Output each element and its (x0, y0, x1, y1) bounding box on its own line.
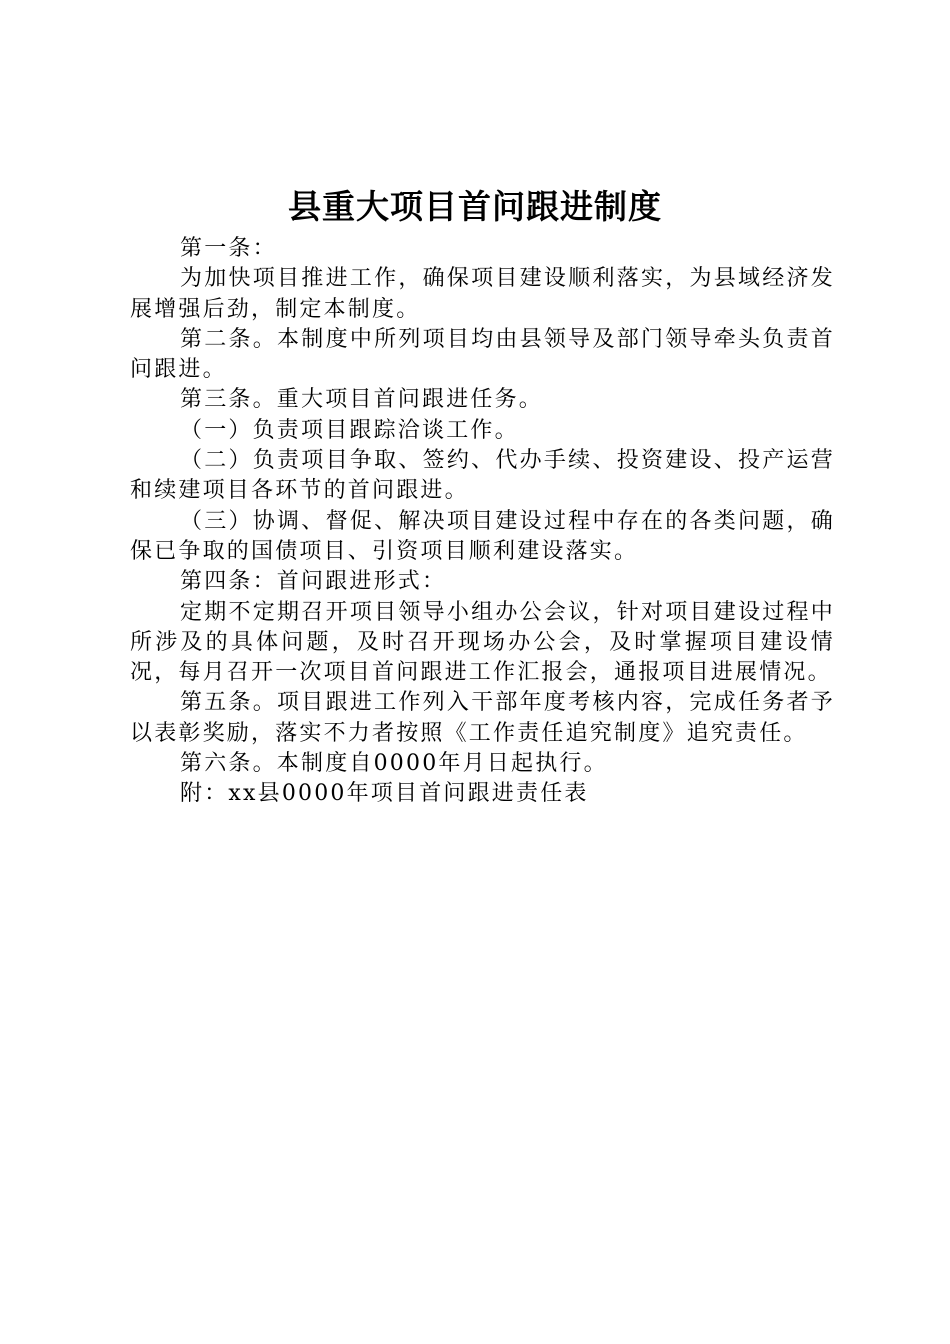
paragraph-article-4-body: 定期不定期召开项目领导小组办公会议，针对项目建设过程中所涉及的具体问题，及时召开现场办公会，及时掌握项目建设情况，每月召开一次项目首问跟进工作汇报会，通报项目进展情况。 (130, 599, 835, 686)
paragraph-attachment: 附：xx县0000年项目首问跟进责任表 (180, 781, 589, 807)
paragraph-article-3-item-2: （二）负责项目争取、签约、代办手续、投资建设、投产运营和续建项目各环节的首问跟进。 (130, 448, 835, 504)
paragraph-article-3-item-3: （三）协调、督促、解决项目建设过程中存在的各类问题，确保已争取的国债项目、引资项目顺利建设落实。 (130, 508, 835, 564)
paragraph-article-1-heading: 第一条： (180, 236, 277, 261)
document-title: 县重大项目首问跟进制度 (288, 187, 662, 226)
paragraph-article-3-heading: 第三条。重大项目首问跟进任务。 (180, 387, 544, 413)
paragraph-article-4-heading: 第四条：首问跟进形式： (180, 569, 447, 595)
document-body (130, 234, 835, 810)
paragraph-article-1-body: 为加快项目推进工作，确保项目建设顺利落实，为县域经济发展增强后劲，制定本制度。 (130, 266, 835, 322)
paragraph-article-3-item-1: （一）负责项目跟踪洽谈工作。 (180, 417, 519, 443)
paragraph-article-2: 第二条。本制度中所列项目均由县领导及部门领导牵头负责首问跟进。 (130, 326, 835, 383)
paragraph-article-6: 第六条。本制度自0000年月日起执行。 (180, 751, 608, 777)
paragraph-article-5: 第五条。项目跟进工作列入干部年度考核内容，完成任务者予以表彰奖励，落实不力者按照《工作责任追究制度》追究责任。 (130, 690, 835, 746)
